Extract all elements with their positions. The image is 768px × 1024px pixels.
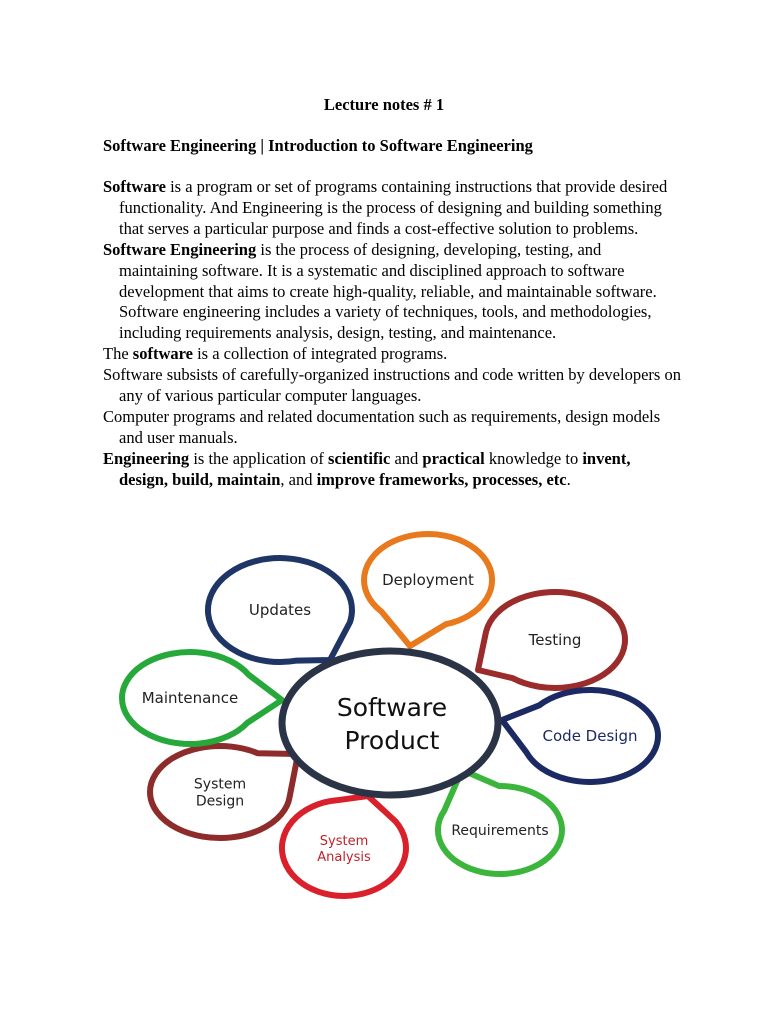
- petal-label-updates: Updates: [248, 601, 312, 619]
- text-run: is a program or set of programs containing instructions that provide desired functionality. And Engineering is the process of designing and building something that serves a particular purpose and finds a cost-effective solution to problems.: [119, 177, 668, 238]
- petal-label-deployment: Deployment: [382, 571, 474, 589]
- petal-shape-requirements: [438, 770, 562, 874]
- center-circle: [282, 651, 498, 795]
- petal-requirements: [438, 770, 562, 874]
- petal-label-system-design: System: [193, 776, 247, 793]
- diagram-svg: [110, 530, 670, 910]
- paragraph: [103, 449, 683, 491]
- petal-deployment: [364, 534, 492, 646]
- bold-term: Software Engineering: [103, 239, 257, 259]
- paragraph: [103, 344, 683, 365]
- petal-maintenance: [122, 652, 282, 744]
- text-run: is the process of designing, developing, testing, and maintaining software. It is a systematic and disciplined approach to software development that aims to create high-quality, reliable, and maintainable software. Software engineering includes a variety of techniques, tools, and methodologies, including requirements analysis, design, testing, and maintenance.: [119, 239, 657, 343]
- petal-code-design: [502, 690, 658, 782]
- bold-term: scientific: [328, 448, 391, 468]
- center-label-line2: Product: [344, 726, 440, 755]
- petal-label-code-design: Code Design: [542, 727, 638, 745]
- petal-label-system-analysis: System: [319, 834, 369, 849]
- petal-label-maintenance: Maintenance: [141, 689, 239, 707]
- text-run: , and: [280, 469, 317, 489]
- paragraph: [103, 177, 683, 240]
- petal-shape-deployment: [364, 534, 492, 646]
- bold-term: Software: [103, 177, 166, 196]
- center-label-line1: Software: [336, 693, 448, 722]
- paragraph: [103, 365, 683, 407]
- petal-label-system-analysis: Analysis: [317, 850, 371, 865]
- petal-system-analysis: [282, 796, 406, 896]
- text-run: Computer programs and related documentation such as requirements, design models and user manuals.: [103, 406, 661, 447]
- text-run: is the application of: [189, 448, 329, 468]
- bold-term: software: [132, 344, 193, 364]
- petal-label-system-design: Design: [195, 793, 245, 810]
- bold-term: Engineering: [103, 448, 190, 468]
- text-run: knowledge to: [484, 448, 583, 468]
- body-text: [103, 177, 683, 491]
- petal-label-testing: Testing: [528, 631, 582, 649]
- petal-label-requirements: Requirements: [451, 823, 549, 839]
- lecture-title: Lecture notes # 1: [323, 95, 445, 114]
- petal-updates: [208, 558, 352, 662]
- petal-testing: [478, 592, 625, 688]
- petal-system-design: [150, 746, 298, 838]
- bold-term: improve frameworks, processes, etc: [316, 469, 567, 489]
- paragraph: [103, 407, 683, 449]
- text-run: and: [390, 448, 423, 468]
- bold-term: invent, design, build, maintain: [119, 448, 631, 489]
- bold-term: practical: [422, 448, 485, 468]
- text-run: is a collection of integrated programs.: [192, 344, 448, 364]
- software-product-diagram: [110, 530, 670, 910]
- text-run: Software subsists of carefully-organized instructions and code written by developers on any of various particular computer languages.: [103, 365, 681, 406]
- section-heading: Software Engineering | Introduction to Software Engineering: [103, 136, 533, 155]
- text-run: The: [103, 344, 133, 364]
- paragraph: [103, 240, 683, 345]
- text-run: .: [566, 469, 571, 489]
